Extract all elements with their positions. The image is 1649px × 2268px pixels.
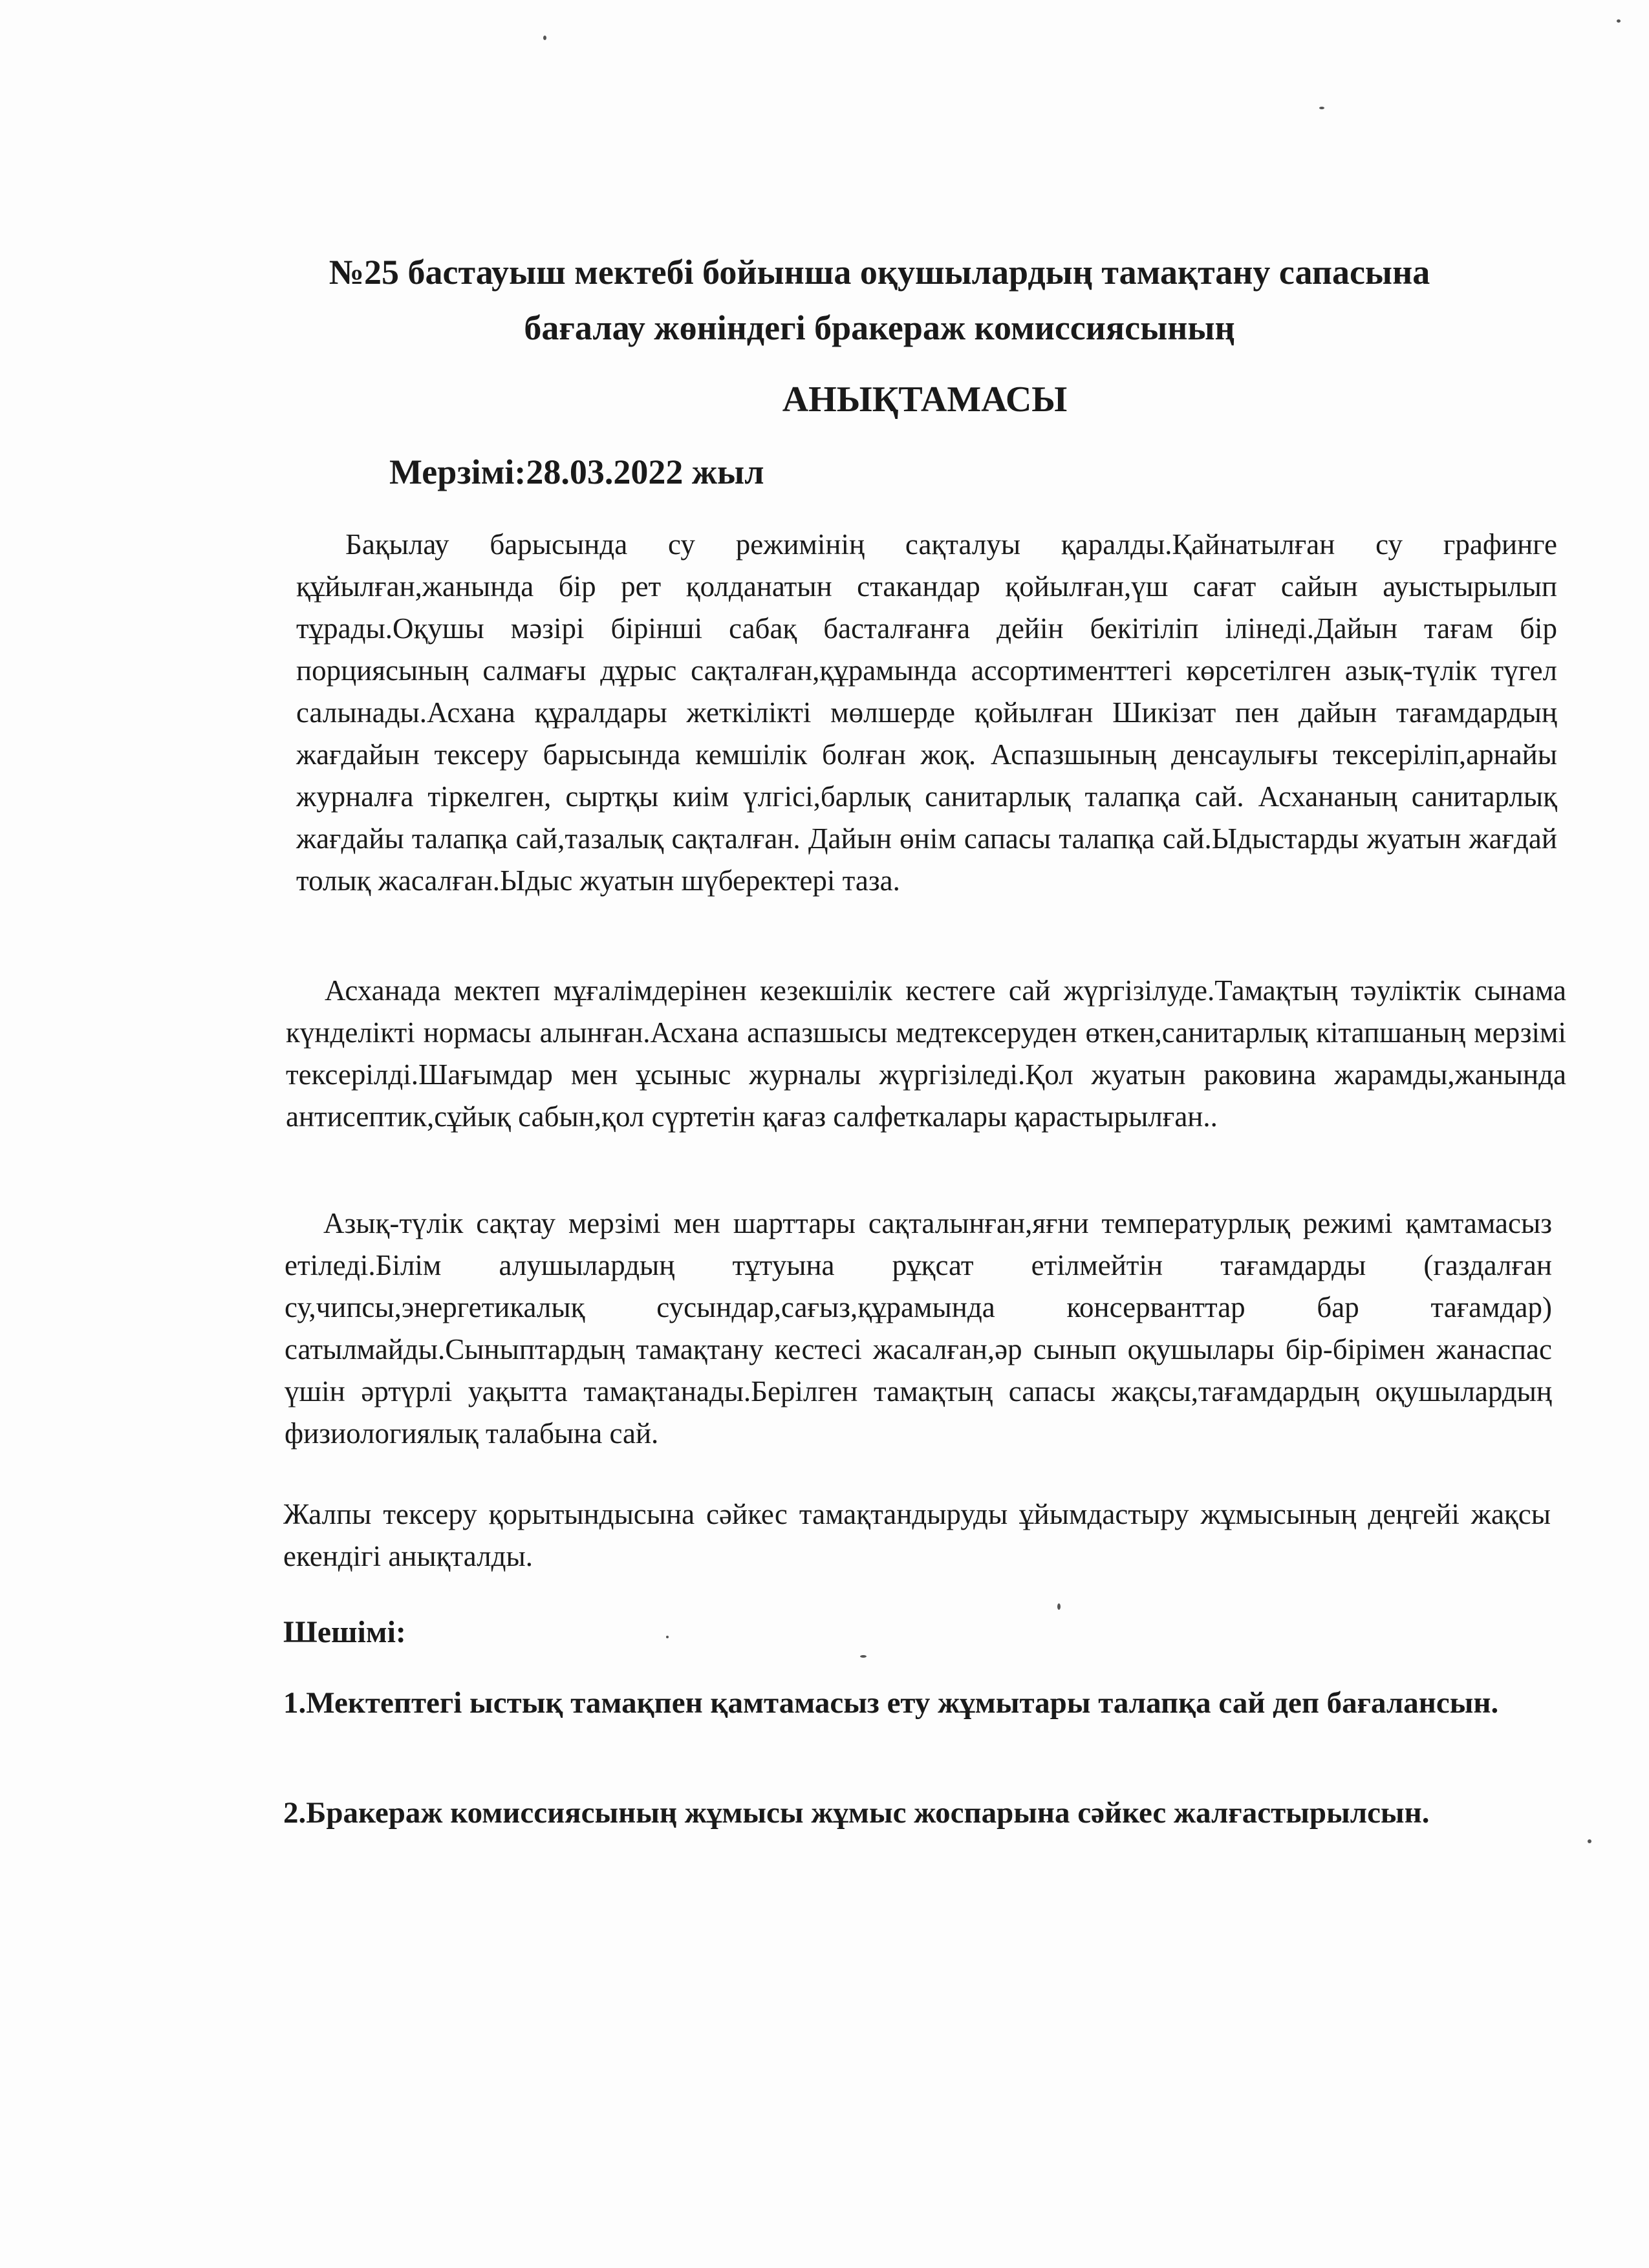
paragraph-2: Асханада мектеп мұғалімдерінен кезекшілік кестеге сай жүргізілуде.Тамақтың тәуліктік сынама күнделікті нормасы алынған.Асхана аспазшысы медтексеруден өткен,санитарлық кітапшаның мерзімі тексерілді.Шағымдар мен ұсыныс журналы жүргізіледі.Қол жуатын раковина жарамды,жанында антисептик,сұйық сабын,қол сүртетін қағаз салфеткалары қарастырылған.. (286, 974, 1566, 1133)
scan-speck (543, 36, 546, 40)
paragraph-1: Бақылау барысында су режимінің сақталуы қаралды.Қайнатылған су графинге құйылған,жанында бір рет қолданатын стакандар қойылған,үш сағат сайын ауыстырылып тұрады.Оқушы мәзірі бірінші сабақ басталғанға дейін бекітіліп ілінеді.Дайын тағам бір порциясының салмағы дұрыс сақталған,құрамында ассортименттегі көрсетілген азық-түлік түгел салынады.Асхана құралдары жеткілікті мөлшерде қойылған Шикізат пен дайын тағамдардың жағдайын тексеру барысында кемшілік болған жоқ. Аспазшының денсаулығы тексеріліп,арнайы журналға тіркелген, сыртқы киім үлгісі,барлық санитарлық талапқа сай. Асхананың санитарлық жағдайы талапқа сай,тазалық сақталған. Дайын өнім сапасы талапқа сай.Ыдыстарды жуатын жағдай толық жасалған.Ыдыс жуатын шүберектері таза. (296, 528, 1557, 897)
decision-item-1: 1.Мектептегі ыстық тамақпен қамтамасыз ету жұмытары талапқа сай деп бағалансын. (283, 1686, 1499, 1720)
scan-speck (1319, 107, 1324, 109)
paragraph-3: Азық-түлік сақтау мерзімі мен шарттары сақталынған,яғни температурлық режимі қамтамасыз етіледі.Білім алушылардың тұтуына рұқсат етілмейтін тағамдарды (газдалған су,чипсы,энергетикалық сусындар,сағыз,құрамында консерванттар бар тағамдар) сатылмайды.Сыныптардың тамақтану кестесі жасалған,әр сынып оқушылары бір-бірімен жанаспас үшін әртүрлі уақытта тамақтанады.Берілген тамақтың сапасы жақсы,тағамдардың оқушылардың физиологиялық талабына сай. (285, 1207, 1552, 1450)
scan-speck (1617, 19, 1621, 23)
decision-heading: Шешімі: (283, 1615, 406, 1649)
title-line-1: №25 бастауыш мектебі бойынша оқушылардың тамақтану сапасына (329, 253, 1430, 292)
title-line-2: бағалау жөніндегі бракераж комиссиясының (524, 308, 1235, 347)
scan-speck (1057, 1603, 1061, 1610)
decision-item-2: 2.Бракераж комиссиясының жұмысы жұмыс жоспарына сәйкес жалғастырылсын. (283, 1796, 1430, 1830)
document-title (246, 244, 1513, 356)
scan-speck (860, 1655, 867, 1658)
document-date: Мерзімі:28.03.2022 жыл (389, 453, 764, 491)
paragraph-conclusion: Жалпы тексеру қорытындысына сәйкес тамақтандыруды ұйымдастыру жұмысының деңгейі жақсы екендігі анықталды. (283, 1498, 1551, 1572)
scan-speck (666, 1636, 669, 1638)
document-main-title: АНЫҚТАМАСЫ (782, 380, 1068, 420)
scan-speck (1588, 1839, 1591, 1843)
